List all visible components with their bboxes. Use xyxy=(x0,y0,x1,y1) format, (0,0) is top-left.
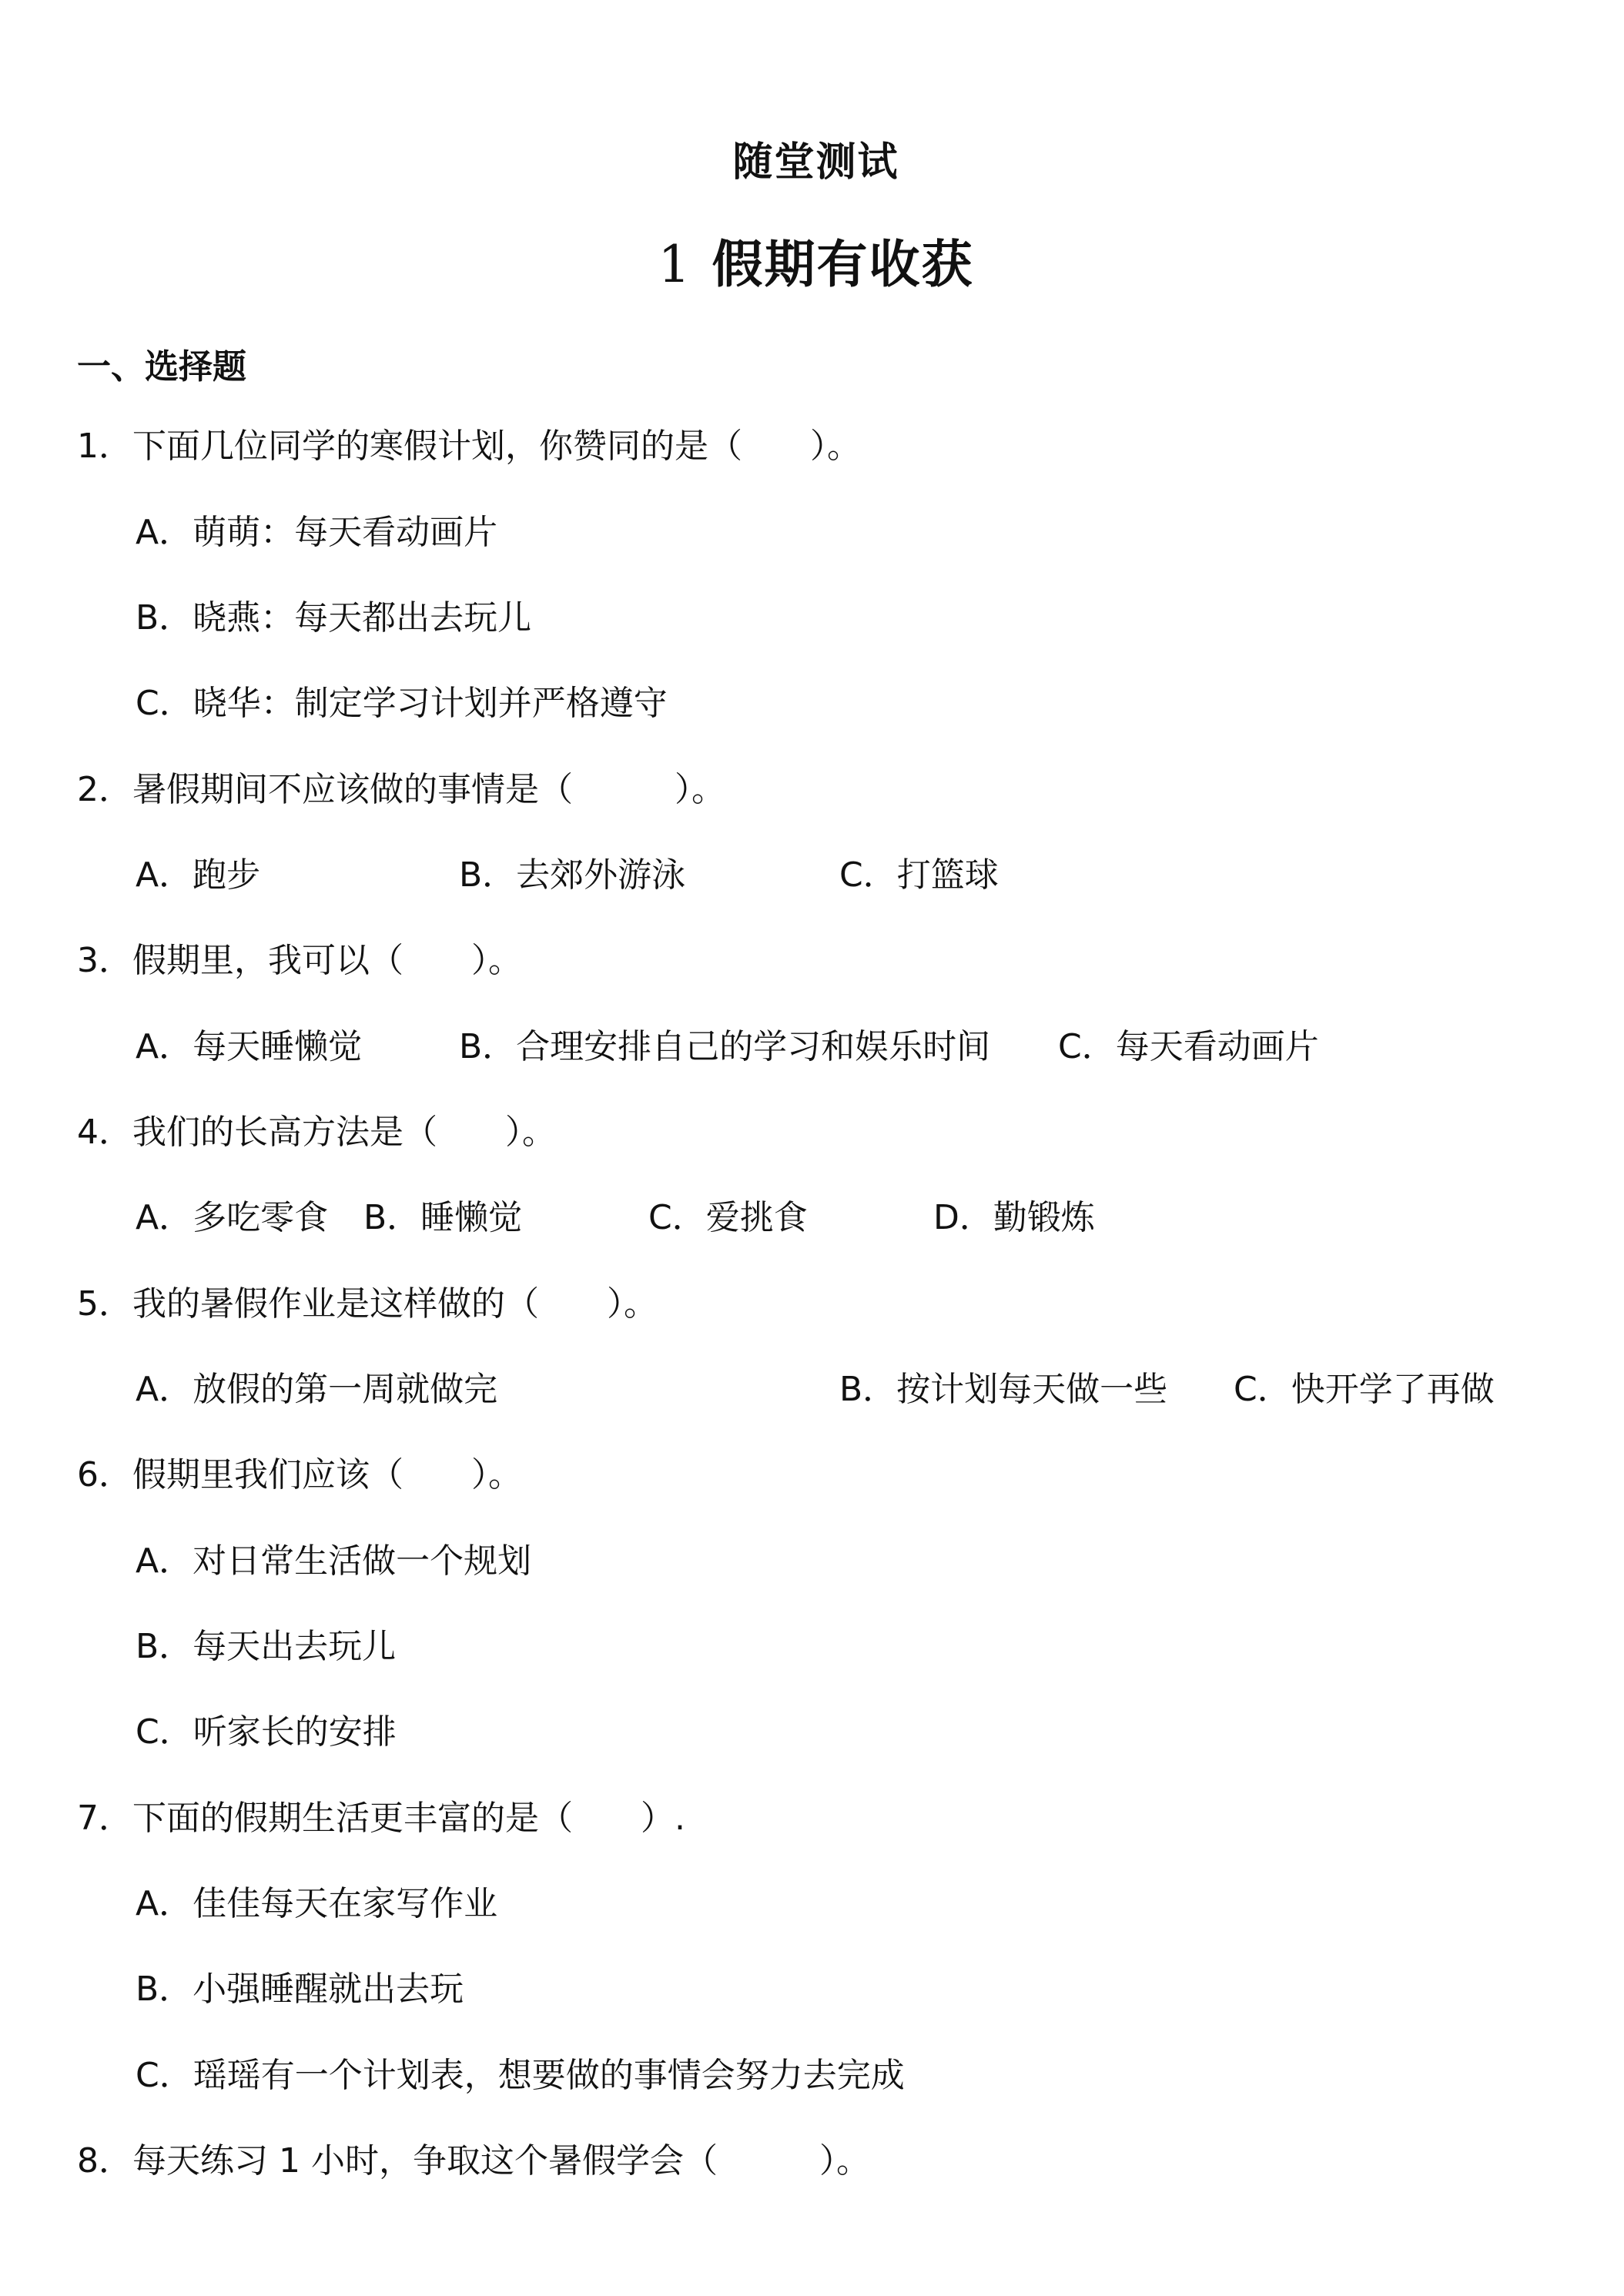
question-6-option-c[interactable]: C．听家长的安排 xyxy=(136,1712,397,1752)
question-3-stem: 3．假期里，我可以（ ）。 xyxy=(77,941,522,980)
question-3-option-b[interactable]: B．合理安排自己的学习和娱乐时间 xyxy=(459,1027,991,1066)
question-7-option-a[interactable]: A．佳佳每天在家写作业 xyxy=(136,1884,498,1923)
question-5-option-c[interactable]: C．快开学了再做 xyxy=(1234,1370,1495,1409)
page-header-title: 随堂测试 xyxy=(732,139,899,186)
lesson-name: 假期有收获 xyxy=(712,235,974,294)
question-4-option-b[interactable]: B．睡懒觉 xyxy=(363,1198,523,1237)
question-4-option-d[interactable]: D．勤锻炼 xyxy=(933,1198,1095,1237)
question-4-option-a[interactable]: A．多吃零食 xyxy=(136,1198,329,1237)
question-2-option-b[interactable]: B．去郊外游泳 xyxy=(459,855,686,895)
question-1-option-a[interactable]: A．萌萌：每天看动画片 xyxy=(136,513,498,552)
question-6-option-a[interactable]: A．对日常生活做一个规划 xyxy=(136,1541,532,1581)
section-heading: 一、选择题 xyxy=(77,347,246,387)
question-3-option-c[interactable]: C．每天看动画片 xyxy=(1058,1027,1319,1066)
question-1-stem: 1．下面几位同学的寒假计划，你赞同的是（ ）。 xyxy=(77,427,861,466)
question-5-option-b[interactable]: B．按计划每天做一些 xyxy=(839,1370,1168,1409)
lesson-number: 1 xyxy=(658,235,692,294)
question-7-option-c[interactable]: C．瑶瑶有一个计划表，想要做的事情会努力去完成 xyxy=(136,2056,905,2095)
lesson-title xyxy=(0,223,1624,296)
question-7-stem: 7．下面的假期生活更丰富的是（ ）. xyxy=(77,1799,685,1838)
question-5-stem: 5．我的暑假作业是这样做的（ ）。 xyxy=(77,1284,658,1324)
question-8-stem: 8．每天练习 1 小时，争取这个暑假学会（ ）。 xyxy=(77,2141,870,2181)
question-1-option-c[interactable]: C．晓华：制定学习计划并严格遵守 xyxy=(136,684,668,723)
question-6-stem: 6．假期里我们应该（ ）。 xyxy=(77,1455,522,1494)
question-7-option-b[interactable]: B．小强睡醒就出去玩 xyxy=(136,1970,464,2009)
question-4-option-c[interactable]: C．爱挑食 xyxy=(648,1198,808,1237)
question-6-option-b[interactable]: B．每天出去玩儿 xyxy=(136,1627,397,1666)
question-2-stem: 2．暑假期间不应该做的事情是（ ）。 xyxy=(77,770,725,809)
question-4-stem: 4．我们的长高方法是（ ）。 xyxy=(77,1113,556,1152)
question-1-option-b[interactable]: B．晓燕：每天都出去玩儿 xyxy=(136,598,532,638)
question-5-option-a[interactable]: A．放假的第一周就做完 xyxy=(136,1370,498,1409)
question-3-option-a[interactable]: A．每天睡懒觉 xyxy=(136,1027,363,1066)
question-2-option-a[interactable]: A．跑步 xyxy=(136,855,261,895)
question-2-option-c[interactable]: C．打篮球 xyxy=(839,855,999,895)
